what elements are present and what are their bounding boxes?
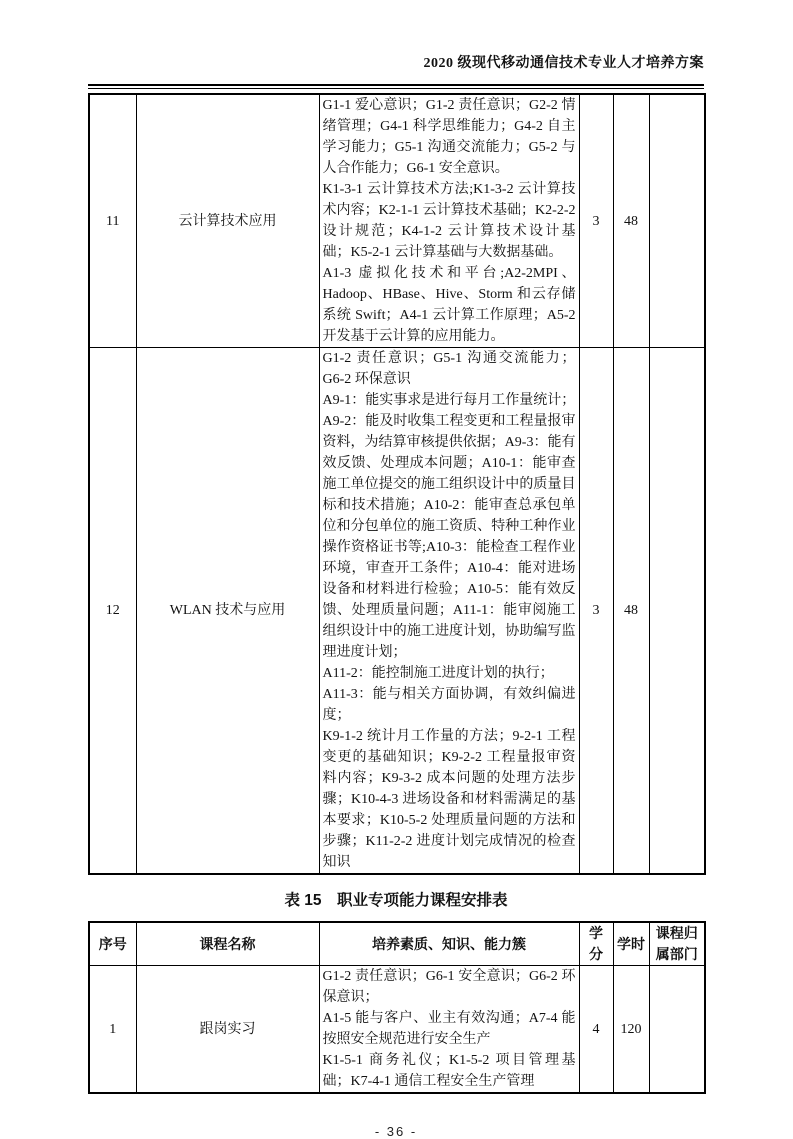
abilities-paragraph: A1-5 能与客户、业主有效沟通；A7-4 能按照安全规范进行安全生产	[322, 1011, 576, 1047]
table-row	[89, 348, 705, 875]
department-cell	[649, 94, 705, 348]
header-department: 课程归属部门	[649, 922, 705, 966]
department-cell	[649, 348, 705, 875]
department-cell	[649, 966, 705, 1094]
row-number-cell: 1	[89, 966, 136, 1094]
table-15-caption: 表 15 职业专项能力课程安排表	[284, 892, 508, 909]
header-abilities: 培养素质、知识、能力簇	[319, 922, 579, 966]
row-number-cell: 12	[89, 348, 136, 875]
header-no: 序号	[89, 922, 136, 966]
abilities-paragraph: K9-1-2 统计月工作量的方法；9-2-1 工程变更的基础知识；K9-2-2 工程量报审资料内容；K9-3-2 成本问题的处理方法步骤；K10-4-3 进场设备和材料需满足的基本要求；K10-5-2 处理质量问题的方法和步骤；K11-2-2 进度计划完成情况的检查知识	[322, 729, 576, 870]
abilities-paragraph: A11-3：能与相关方面协调，有效纠偏进度；	[322, 687, 576, 723]
abilities-paragraph: K1-5-1 商务礼仪；K1-5-2 项目管理基础；K7-4-1 通信工程安全生产管理	[322, 1053, 576, 1089]
abilities-paragraph: G1-2 责任意识；G6-1 安全意识；G6-2 环保意识；	[322, 969, 576, 1005]
header-double-rule	[88, 84, 704, 89]
abilities-cell	[319, 348, 579, 875]
abilities-paragraph: A11-2：能控制施工进度计划的执行；	[322, 666, 554, 681]
abilities-paragraph: A9-1：能实事求是进行每月工作量统计；	[322, 393, 576, 408]
table-row	[89, 94, 705, 348]
header-hours: 学时	[613, 922, 649, 966]
abilities-paragraph: G1-1 爱心意识；G1-2 责任意识；G2-2 情绪管理；G4-1 科学思维能力；G4-2 自主学习能力；G5-1 沟通交流能力；G5-2 与人合作能力；G6-1 安全意识。	[322, 98, 576, 176]
header-course-name: 课程名称	[136, 922, 319, 966]
header-credits: 学分	[579, 922, 613, 966]
abilities-cell	[319, 94, 579, 348]
abilities-cell	[319, 966, 579, 1094]
abilities-paragraph: A9-2：能及时收集工程变更和工程量报审资料，为结算审核提供依据；A9-3：能有效反馈、处理成本问题；A10-1：能审查施工单位提交的施工组织设计中的质量目标和技术措施；A10-2：能审查总承包单位和分包单位的施工资质、特种工种作业操作资格证书等;A10-3：能检查工程作业环境，审查开工条件；A10-4：能对进场设备和材料进行检验；A10-5：能有效反馈、处理质量问题；A11-1：能审阅施工组织设计中的施工进度计划，协助编写监理进度计划；	[322, 414, 576, 660]
running-head-title: 2020 级现代移动通信技术专业人才培养方案	[423, 56, 704, 71]
abilities-paragraph: A1-3 虚拟化技术和平台;A2-2MPI、Hadoop、HBase、Hive、Storm 和云存储系统 Swift；A4-1 云计算工作原理；A5-2 开发基于云计算的应用能力。	[322, 266, 576, 344]
abilities-paragraph: G1-2 责任意识；G5-1 沟通交流能力；G6-2 环保意识	[322, 351, 576, 387]
course-table-continued	[88, 93, 706, 875]
page-number: - 36 -	[374, 1124, 418, 1139]
abilities-paragraph: K1-3-1 云计算技术方法;K1-3-2 云计算技术内容；K2-1-1 云计算技术基础；K2-2-2 设计规范；K4-1-2 云计算技术设计基础；K5-2-1 云计算基础与大数据基础。	[322, 182, 576, 260]
course-name-cell: 云计算技术应用	[136, 94, 319, 348]
hours-cell: 48	[613, 94, 649, 348]
course-name-cell: 跟岗实习	[136, 966, 319, 1094]
table-header-row	[89, 922, 705, 966]
hours-cell: 120	[613, 966, 649, 1094]
table-15	[88, 921, 706, 1094]
credits-cell: 3	[579, 94, 613, 348]
course-name-cell: WLAN 技术与应用	[136, 348, 319, 875]
row-number-cell: 11	[89, 94, 136, 348]
table-row	[89, 966, 705, 1094]
credits-cell: 4	[579, 966, 613, 1094]
hours-cell: 48	[613, 348, 649, 875]
credits-cell: 3	[579, 348, 613, 875]
